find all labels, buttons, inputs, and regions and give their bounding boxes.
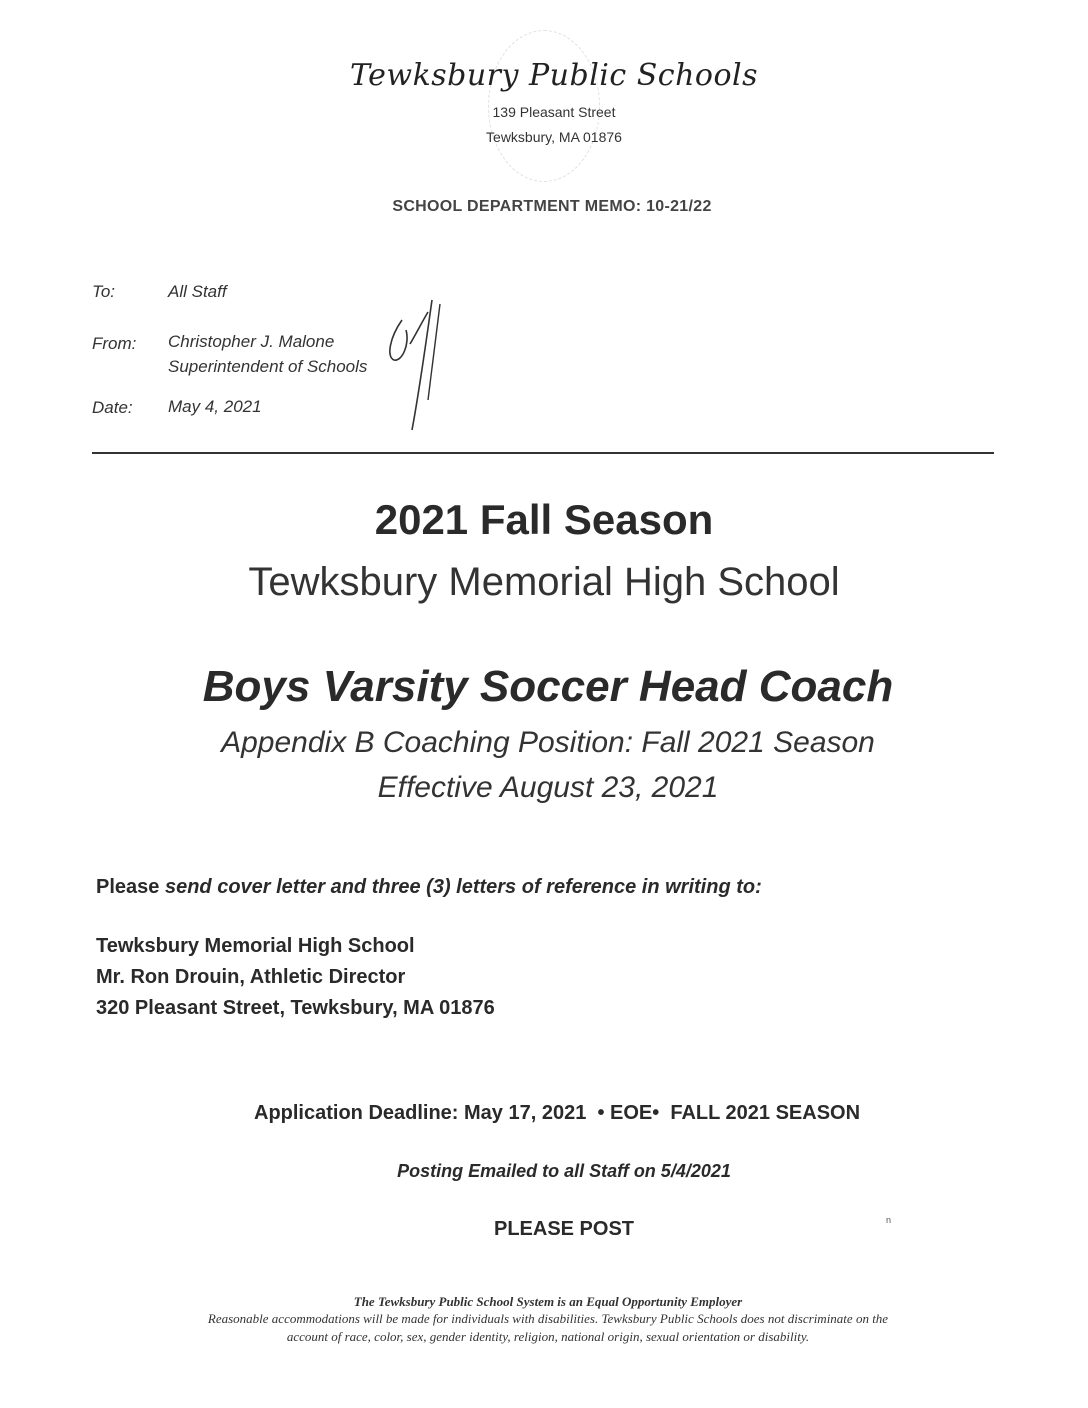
instructions-rest: send cover letter and three (3) letters of reference in writing to: (164, 876, 762, 898)
please-post: PLEASE POST (493, 1218, 635, 1240)
position-heading: Boys Varsity Soccer Head Coach (202, 662, 894, 711)
season-heading: 2021 Fall Season (374, 496, 714, 543)
footer-nondiscrimination: account of race, color, sex, gender identity, religion, national origin, sexual orientation or disability. (286, 1329, 810, 1344)
signature-mark (380, 282, 470, 442)
letterhead-name: Tewksbury Public Schools (349, 58, 759, 93)
to-label: To: (92, 282, 116, 301)
posting-note: Posting Emailed to all Staff on 5/4/2021 (397, 1161, 731, 1181)
instructions-lead: Please (96, 876, 160, 898)
to-value: All Staff (168, 282, 227, 301)
address-line-2: Mr. Ron Drouin, Athletic Director (96, 966, 406, 988)
from-label: From: (92, 334, 137, 353)
letterhead-street: 139 Pleasant Street (492, 104, 616, 120)
footer-eoe: The Tewksbury Public School System is an Equal Opportunity Employer (353, 1294, 743, 1309)
memo-number: SCHOOL DEPARTMENT MEMO: 10-21/22 (392, 198, 712, 215)
school-heading: Tewksbury Memorial High School (248, 560, 840, 604)
date-value: May 4, 2021 (168, 397, 262, 416)
letterhead-city: Tewksbury, MA 01876 (486, 129, 622, 145)
address-line-1: Tewksbury Memorial High School (96, 935, 415, 957)
address-line-3: 320 Pleasant Street, Tewksbury, MA 01876 (96, 997, 495, 1019)
effective-date: Effective August 23, 2021 (377, 771, 719, 804)
date-label: Date: (92, 398, 133, 417)
from-title: Superintendent of Schools (168, 357, 368, 376)
application-instructions (96, 876, 762, 899)
from-name: Christopher J. Malone (168, 332, 335, 351)
application-deadline: Application Deadline: May 17, 2021 • EOE• FALL 2021 SEASON (254, 1102, 861, 1124)
stray-mark: n (886, 1215, 892, 1225)
appendix-line: Appendix B Coaching Position: Fall 2021 Season (221, 726, 875, 759)
footer-accommodations: Reasonable accommodations will be made for individuals with disabilities. Tewksbury Public Schools does not discriminate on the (207, 1311, 889, 1326)
header-divider (92, 452, 994, 454)
